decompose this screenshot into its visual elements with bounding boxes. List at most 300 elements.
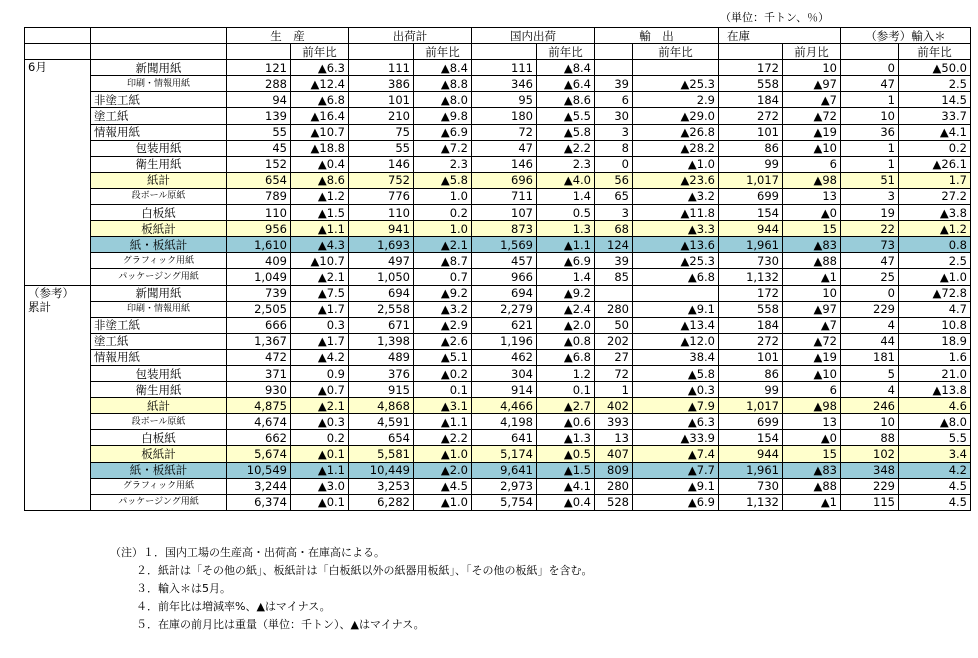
value-cell: ▲83 — [783, 462, 841, 478]
value-cell: 45 — [227, 140, 291, 156]
value-cell: 944 — [719, 221, 783, 237]
value-cell: 27.2 — [899, 188, 971, 204]
value-cell: 88 — [841, 430, 899, 446]
value-cell: 558 — [719, 301, 783, 317]
value-cell: ▲2.1 — [291, 398, 349, 414]
row-label: 板紙計 — [91, 221, 227, 237]
value-cell: ▲4.3 — [291, 237, 349, 253]
value-cell: 956 — [227, 221, 291, 237]
value-cell: 124 — [595, 237, 633, 253]
value-cell — [595, 285, 633, 301]
value-cell: 966 — [472, 269, 537, 285]
notes — [110, 544, 593, 634]
table-row — [25, 301, 971, 317]
value-cell: ▲2.9 — [414, 317, 472, 333]
value-cell: 13 — [783, 188, 841, 204]
value-cell: 210 — [349, 108, 414, 124]
value-cell: ▲10.7 — [291, 124, 349, 140]
value-cell: 6,374 — [227, 494, 291, 510]
value-cell: ▲0.3 — [291, 414, 349, 430]
value-cell: 4,868 — [349, 398, 414, 414]
value-cell: 36 — [841, 124, 899, 140]
value-cell: 558 — [719, 76, 783, 92]
value-cell: 15 — [783, 221, 841, 237]
table-body — [25, 60, 971, 511]
value-cell: ▲6.4 — [537, 76, 595, 92]
value-cell: ▲25.3 — [633, 253, 719, 269]
value-cell: 8 — [595, 140, 633, 156]
value-cell: 1,196 — [472, 333, 537, 349]
value-cell: 9,641 — [472, 462, 537, 478]
value-cell: ▲18.8 — [291, 140, 349, 156]
value-cell: ▲9.8 — [414, 108, 472, 124]
value-cell: 1.6 — [899, 349, 971, 365]
table-row — [25, 494, 971, 510]
value-cell: ▲26.1 — [899, 156, 971, 172]
sub-yoy: 前年比 — [414, 44, 472, 60]
value-cell: ▲1 — [783, 269, 841, 285]
sub-yoy: 前年比 — [291, 44, 349, 60]
value-cell: 4,591 — [349, 414, 414, 430]
value-cell: 0 — [841, 285, 899, 301]
value-cell: 39 — [595, 253, 633, 269]
value-cell: 348 — [841, 462, 899, 478]
value-cell: 121 — [227, 60, 291, 76]
value-cell: ▲6.8 — [537, 349, 595, 365]
table-row — [25, 124, 971, 140]
value-cell: ▲4.2 — [291, 349, 349, 365]
value-cell: 99 — [719, 156, 783, 172]
value-cell: 229 — [841, 478, 899, 494]
value-cell: 873 — [472, 221, 537, 237]
value-cell: ▲2.6 — [414, 333, 472, 349]
value-cell: 229 — [841, 301, 899, 317]
row-label: 印刷・情報用紙 — [91, 76, 227, 92]
value-cell: ▲8.0 — [414, 92, 472, 108]
row-label: 段ボール原紙 — [91, 188, 227, 204]
row-label: パッケージング用紙 — [91, 494, 227, 510]
value-cell: 386 — [349, 76, 414, 92]
row-label: 非塗工紙 — [91, 92, 227, 108]
value-cell: ▲88 — [783, 478, 841, 494]
row-label: パッケージング用紙 — [91, 269, 227, 285]
value-cell: 4.5 — [899, 494, 971, 510]
row-label: 包装用紙 — [91, 365, 227, 381]
row-label: 包装用紙 — [91, 140, 227, 156]
value-cell: ▲98 — [783, 172, 841, 188]
value-cell: 111 — [472, 60, 537, 76]
value-cell: 0.1 — [414, 382, 472, 398]
value-cell: 1 — [841, 156, 899, 172]
value-cell: 5,581 — [349, 446, 414, 462]
value-cell: 110 — [227, 205, 291, 221]
value-cell: 393 — [595, 414, 633, 430]
value-cell: 19 — [841, 205, 899, 221]
header-export: 輸 出 — [595, 28, 719, 44]
table-row — [25, 188, 971, 204]
value-cell: ▲1.0 — [414, 446, 472, 462]
value-cell: 146 — [472, 156, 537, 172]
section-label: 6月 — [25, 60, 91, 285]
row-label: 段ボール原紙 — [91, 414, 227, 430]
header-blank-3 — [25, 44, 91, 60]
row-label: 塗工紙 — [91, 333, 227, 349]
value-cell: ▲1 — [783, 494, 841, 510]
value-cell: ▲8.6 — [537, 92, 595, 108]
table-row — [25, 414, 971, 430]
value-cell: 68 — [595, 221, 633, 237]
value-cell: 101 — [349, 92, 414, 108]
value-cell: 1,050 — [349, 269, 414, 285]
value-cell: 202 — [595, 333, 633, 349]
value-cell: 5,674 — [227, 446, 291, 462]
value-cell: 914 — [472, 382, 537, 398]
value-cell: 101 — [719, 124, 783, 140]
value-cell: 3 — [595, 205, 633, 221]
value-cell: 730 — [719, 478, 783, 494]
value-cell: ▲11.8 — [633, 205, 719, 221]
value-cell: ▲1.7 — [291, 333, 349, 349]
table-row — [25, 172, 971, 188]
value-cell: 10 — [783, 60, 841, 76]
value-cell: ▲7.5 — [291, 285, 349, 301]
value-cell: ▲2.0 — [537, 317, 595, 333]
value-cell: 13 — [783, 414, 841, 430]
value-cell: ▲4.0 — [537, 172, 595, 188]
row-label: 塗工紙 — [91, 108, 227, 124]
value-cell: 5 — [841, 365, 899, 381]
value-cell: 371 — [227, 365, 291, 381]
value-cell: 2.3 — [537, 156, 595, 172]
value-cell: 1.7 — [899, 172, 971, 188]
table-row — [25, 92, 971, 108]
paper-statistics-table — [24, 27, 971, 511]
value-cell: ▲0.3 — [633, 382, 719, 398]
value-cell: ▲0.5 — [537, 446, 595, 462]
value-cell: 1.0 — [414, 188, 472, 204]
value-cell: ▲83 — [783, 237, 841, 253]
value-cell: 346 — [472, 76, 537, 92]
value-cell: 2.5 — [899, 76, 971, 92]
value-cell: 21.0 — [899, 365, 971, 381]
table-row — [25, 365, 971, 381]
value-cell: ▲13.4 — [633, 317, 719, 333]
value-cell: 10,549 — [227, 462, 291, 478]
value-cell: 13 — [595, 430, 633, 446]
row-label: 衛生用紙 — [91, 382, 227, 398]
value-cell: 4.5 — [899, 478, 971, 494]
value-cell: ▲5.8 — [414, 172, 472, 188]
value-cell — [595, 60, 633, 76]
value-cell: 44 — [841, 333, 899, 349]
value-cell: ▲7 — [783, 317, 841, 333]
value-cell: 172 — [719, 60, 783, 76]
value-cell: ▲2.4 — [537, 301, 595, 317]
value-cell: 528 — [595, 494, 633, 510]
value-cell: 33.7 — [899, 108, 971, 124]
value-cell: ▲9.1 — [633, 478, 719, 494]
value-cell: 776 — [349, 188, 414, 204]
value-cell: 15 — [783, 446, 841, 462]
value-cell: ▲98 — [783, 398, 841, 414]
value-cell: 6 — [783, 382, 841, 398]
value-cell: ▲0 — [783, 205, 841, 221]
value-cell: 789 — [227, 188, 291, 204]
value-cell: 154 — [719, 205, 783, 221]
value-cell: 272 — [719, 108, 783, 124]
value-cell: 73 — [841, 237, 899, 253]
value-cell: 304 — [472, 365, 537, 381]
value-cell: 95 — [472, 92, 537, 108]
value-cell: 941 — [349, 221, 414, 237]
table-row — [25, 221, 971, 237]
value-cell: 2.5 — [899, 253, 971, 269]
value-cell: 5,174 — [472, 446, 537, 462]
sub-blank — [227, 44, 291, 60]
table-row — [25, 60, 971, 76]
value-cell: 457 — [472, 253, 537, 269]
value-cell: ▲12.4 — [291, 76, 349, 92]
value-cell: ▲50.0 — [899, 60, 971, 76]
value-cell: 944 — [719, 446, 783, 462]
value-cell: ▲8.8 — [414, 76, 472, 92]
header-row-groups — [25, 28, 971, 44]
value-cell: 72 — [472, 124, 537, 140]
value-cell: ▲5.8 — [537, 124, 595, 140]
value-cell: 3 — [595, 124, 633, 140]
table-row — [25, 205, 971, 221]
value-cell: 1,367 — [227, 333, 291, 349]
value-cell: 1.2 — [537, 365, 595, 381]
value-cell: 4 — [841, 382, 899, 398]
value-cell: ▲3.2 — [633, 188, 719, 204]
value-cell: 1,017 — [719, 398, 783, 414]
header-production: 生 産 — [227, 28, 349, 44]
value-cell: 0.9 — [291, 365, 349, 381]
table-row — [25, 140, 971, 156]
value-cell: 51 — [841, 172, 899, 188]
row-label: 板紙計 — [91, 446, 227, 462]
value-cell: ▲1.1 — [537, 237, 595, 253]
value-cell: ▲9.2 — [537, 285, 595, 301]
value-cell: 0 — [595, 156, 633, 172]
note-line: ３．輸入＊は5月。 — [136, 582, 231, 595]
unit-note: （単位：千トン、％） — [720, 11, 830, 24]
value-cell: 2.9 — [633, 92, 719, 108]
value-cell: 4.2 — [899, 462, 971, 478]
value-cell: ▲8.0 — [899, 414, 971, 430]
value-cell: 272 — [719, 333, 783, 349]
value-cell: 1 — [841, 92, 899, 108]
value-cell: 111 — [349, 60, 414, 76]
sub-blank — [595, 44, 633, 60]
value-cell: ▲6.8 — [291, 92, 349, 108]
value-cell: 10,449 — [349, 462, 414, 478]
value-cell: 654 — [227, 172, 291, 188]
value-cell: 50 — [595, 317, 633, 333]
value-cell: 288 — [227, 76, 291, 92]
value-cell: ▲0.6 — [537, 414, 595, 430]
value-cell: 407 — [595, 446, 633, 462]
value-cell: 402 — [595, 398, 633, 414]
value-cell: 699 — [719, 188, 783, 204]
value-cell: ▲1.7 — [291, 301, 349, 317]
value-cell: 30 — [595, 108, 633, 124]
value-cell: ▲10 — [783, 140, 841, 156]
value-cell: ▲1.2 — [291, 188, 349, 204]
table-row — [25, 349, 971, 365]
header-import: （参考）輸入＊ — [841, 28, 971, 44]
table-row — [25, 398, 971, 414]
value-cell: 699 — [719, 414, 783, 430]
value-cell: ▲72 — [783, 333, 841, 349]
value-cell: 72 — [595, 365, 633, 381]
value-cell: 5,754 — [472, 494, 537, 510]
value-cell: 1,569 — [472, 237, 537, 253]
value-cell: ▲0.4 — [291, 156, 349, 172]
value-cell: 915 — [349, 382, 414, 398]
value-cell: 1,132 — [719, 494, 783, 510]
value-cell: 2,279 — [472, 301, 537, 317]
value-cell: ▲23.6 — [633, 172, 719, 188]
value-cell: ▲2.7 — [537, 398, 595, 414]
value-cell: 146 — [349, 156, 414, 172]
value-cell — [633, 285, 719, 301]
value-cell: ▲12.0 — [633, 333, 719, 349]
value-cell: 99 — [719, 382, 783, 398]
table-row — [25, 333, 971, 349]
value-cell: 10.8 — [899, 317, 971, 333]
value-cell: ▲28.2 — [633, 140, 719, 156]
sub-blank — [472, 44, 537, 60]
value-cell: 662 — [227, 430, 291, 446]
value-cell: 280 — [595, 301, 633, 317]
table-row — [25, 76, 971, 92]
value-cell: ▲2.0 — [414, 462, 472, 478]
value-cell: 1,961 — [719, 237, 783, 253]
value-cell: 0.2 — [899, 140, 971, 156]
value-cell: 0.8 — [899, 237, 971, 253]
value-cell: 1 — [595, 382, 633, 398]
value-cell: 184 — [719, 317, 783, 333]
sub-mom: 前月比 — [783, 44, 841, 60]
table-row — [25, 462, 971, 478]
value-cell: ▲97 — [783, 76, 841, 92]
value-cell: ▲9.2 — [414, 285, 472, 301]
value-cell: ▲7.2 — [414, 140, 472, 156]
value-cell: 86 — [719, 365, 783, 381]
value-cell: 1.0 — [414, 221, 472, 237]
header-blank-4 — [91, 44, 227, 60]
value-cell: ▲9.1 — [633, 301, 719, 317]
value-cell: ▲2.2 — [414, 430, 472, 446]
value-cell: ▲6.8 — [633, 269, 719, 285]
value-cell: ▲26.8 — [633, 124, 719, 140]
value-cell: 47 — [472, 140, 537, 156]
value-cell: 497 — [349, 253, 414, 269]
value-cell: 3,244 — [227, 478, 291, 494]
value-cell: 409 — [227, 253, 291, 269]
value-cell: 55 — [227, 124, 291, 140]
note-line: （注）１．国内工場の生産高・出荷高・在庫高による。 — [110, 546, 385, 559]
value-cell: 172 — [719, 285, 783, 301]
value-cell: 154 — [719, 430, 783, 446]
value-cell: ▲29.0 — [633, 108, 719, 124]
value-cell: ▲2.1 — [291, 269, 349, 285]
value-cell: ▲0.1 — [291, 446, 349, 462]
value-cell: ▲1.1 — [291, 221, 349, 237]
value-cell: ▲1.5 — [291, 205, 349, 221]
value-cell: 2,973 — [472, 478, 537, 494]
value-cell: ▲1.0 — [414, 494, 472, 510]
value-cell: ▲3.1 — [414, 398, 472, 414]
row-label: 衛生用紙 — [91, 156, 227, 172]
value-cell: ▲10.7 — [291, 253, 349, 269]
table-row — [25, 382, 971, 398]
value-cell: ▲7.9 — [633, 398, 719, 414]
header-row-sub — [25, 44, 971, 60]
value-cell: ▲97 — [783, 301, 841, 317]
value-cell: 18.9 — [899, 333, 971, 349]
value-cell: 10 — [841, 108, 899, 124]
value-cell: 0.7 — [414, 269, 472, 285]
value-cell: 739 — [227, 285, 291, 301]
value-cell: ▲88 — [783, 253, 841, 269]
value-cell: 102 — [841, 446, 899, 462]
table-row — [25, 285, 971, 301]
value-cell: ▲6.9 — [537, 253, 595, 269]
value-cell: ▲10 — [783, 365, 841, 381]
sub-yoy: 前年比 — [537, 44, 595, 60]
row-label: 白板紙 — [91, 430, 227, 446]
value-cell: 85 — [595, 269, 633, 285]
value-cell: 3.4 — [899, 446, 971, 462]
row-label: 新聞用紙 — [91, 60, 227, 76]
value-cell: 75 — [349, 124, 414, 140]
value-cell: 4,466 — [472, 398, 537, 414]
value-cell: ▲6.3 — [633, 414, 719, 430]
value-cell: ▲3.8 — [899, 205, 971, 221]
note-line: ５．在庫の前月比は重量（単位：千トン）、▲はマイナス。 — [136, 618, 425, 631]
value-cell: 694 — [472, 285, 537, 301]
row-label: 紙・板紙計 — [91, 237, 227, 253]
note-line: ４．前年比は増減率%、▲はマイナス。 — [136, 600, 331, 613]
value-cell: ▲6.3 — [291, 60, 349, 76]
value-cell: 1 — [841, 140, 899, 156]
value-cell: ▲8.7 — [414, 253, 472, 269]
value-cell: 94 — [227, 92, 291, 108]
value-cell: 180 — [472, 108, 537, 124]
value-cell: 472 — [227, 349, 291, 365]
value-cell: 86 — [719, 140, 783, 156]
value-cell: ▲7.7 — [633, 462, 719, 478]
sub-yoy: 前年比 — [899, 44, 971, 60]
value-cell: ▲0.1 — [291, 494, 349, 510]
value-cell: ▲4.1 — [899, 124, 971, 140]
value-cell: ▲16.4 — [291, 108, 349, 124]
value-cell: ▲1.0 — [633, 156, 719, 172]
value-cell: 47 — [841, 253, 899, 269]
value-cell: 1,693 — [349, 237, 414, 253]
value-cell: 110 — [349, 205, 414, 221]
value-cell: 0.2 — [291, 430, 349, 446]
value-cell: 752 — [349, 172, 414, 188]
value-cell: ▲0.2 — [414, 365, 472, 381]
value-cell: 10 — [783, 285, 841, 301]
value-cell: ▲19 — [783, 124, 841, 140]
value-cell: ▲8.4 — [414, 60, 472, 76]
value-cell: 101 — [719, 349, 783, 365]
